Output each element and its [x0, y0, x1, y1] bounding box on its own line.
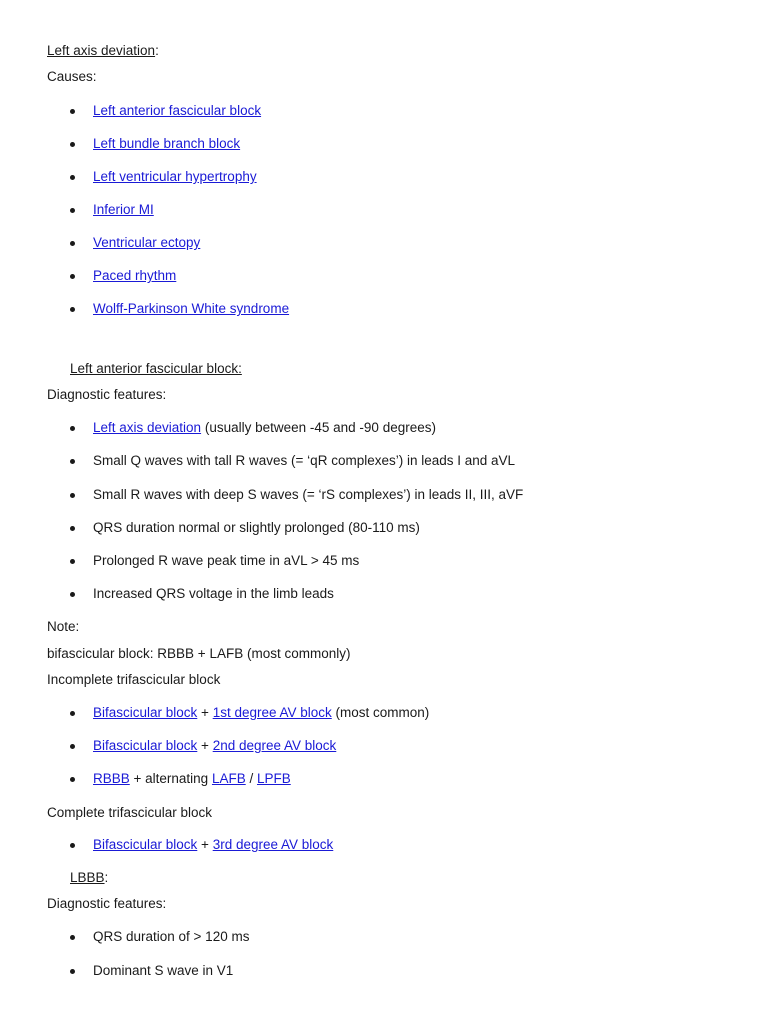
plus-text: + [197, 837, 213, 852]
feature-text: QRS duration of > 120 ms [93, 929, 250, 944]
link-3rd-degree-av-block[interactable]: 3rd degree AV block [212, 837, 334, 852]
bullet-icon [70, 274, 75, 279]
bullet-icon [70, 493, 75, 498]
bullet-icon [70, 777, 75, 782]
link-1st-degree-av-block[interactable]: 1st degree AV block [212, 705, 332, 720]
feature-text: Prolonged R wave peak time in aVL > 45 ms [93, 553, 360, 568]
complete-trifascicular-label: Complete trifascicular block [47, 805, 213, 820]
link-ventricular-ectopy[interactable]: Ventricular ectopy [93, 235, 201, 250]
lafb-heading: Left anterior fascicular block: [70, 361, 242, 376]
link-bifascicular-block[interactable]: Bifascicular block [93, 837, 198, 852]
bullet-icon [70, 142, 75, 147]
bullet-icon [70, 559, 75, 564]
link-left-ventricular-hypertrophy[interactable]: Left ventricular hypertrophy [93, 169, 257, 184]
link-rbbb[interactable]: RBBB [93, 771, 130, 786]
lbbb-features-label: Diagnostic features: [47, 896, 167, 911]
bullet-icon [70, 843, 75, 848]
bullet-icon [70, 526, 75, 531]
bullet-icon [70, 175, 75, 180]
note-label: Note: [47, 619, 80, 634]
link-wpw-syndrome[interactable]: Wolff-Parkinson White syndrome [93, 301, 290, 316]
feature-text: Small R waves with deep S waves (= ‘rS complexes’) in leads II, III, aVF [93, 487, 524, 502]
list-item-text [93, 738, 336, 754]
bullet-icon [70, 241, 75, 246]
bullet-icon [70, 109, 75, 114]
feature-text: Increased QRS voltage in the limb leads [93, 586, 334, 601]
bullet-icon [70, 935, 75, 940]
link-lpfb[interactable]: LPFB [256, 771, 291, 786]
bullet-icon [70, 711, 75, 716]
bullet-icon [70, 208, 75, 213]
list-item-text [93, 771, 291, 787]
bullet-icon [70, 426, 75, 431]
lbbb-heading [70, 870, 108, 886]
suffix-text: (most common) [331, 705, 430, 720]
list-item-text [93, 420, 436, 436]
plus-text: + [197, 738, 213, 753]
lbbb-heading-text: LBBB [70, 870, 105, 885]
incomplete-trifascicular-label: Incomplete trifascicular block [47, 672, 221, 687]
link-bifascicular-block[interactable]: Bifascicular block [93, 738, 198, 753]
bullet-icon [70, 307, 75, 312]
feature-text: Dominant S wave in V1 [93, 963, 234, 978]
lbbb-heading-colon: : [104, 870, 109, 885]
bullet-icon [70, 592, 75, 597]
link-lafb[interactable]: LAFB [211, 771, 246, 786]
lad-heading [47, 43, 159, 59]
link-bifascicular-block[interactable]: Bifascicular block [93, 705, 198, 720]
bullet-icon [70, 459, 75, 464]
slash-text: / [245, 771, 257, 786]
lafb-features-label: Diagnostic features: [47, 387, 167, 402]
plus-text: + [197, 705, 213, 720]
link-left-anterior-fascicular-block[interactable]: Left anterior fascicular block [93, 103, 262, 118]
link-inferior-mi[interactable]: Inferior MI [93, 202, 154, 217]
bifascicular-text: bifascicular block: RBBB + LAFB (most commonly) [47, 646, 351, 661]
lad-causes-label: Causes: [47, 69, 97, 84]
bullet-icon [70, 969, 75, 974]
mid-text: + alternating [129, 771, 212, 786]
link-left-bundle-branch-block[interactable]: Left bundle branch block [93, 136, 241, 151]
bullet-icon [70, 744, 75, 749]
list-item-text [93, 837, 333, 853]
lad-heading-colon: : [155, 43, 159, 58]
feature-text: Small Q waves with tall R waves (= ‘qR complexes’) in leads I and aVL [93, 453, 516, 468]
feature-text: (usually between -45 and -90 degrees) [201, 420, 436, 435]
link-left-axis-deviation[interactable]: Left axis deviation [93, 420, 202, 435]
link-2nd-degree-av-block[interactable]: 2nd degree AV block [212, 738, 337, 753]
list-item-text [93, 705, 429, 721]
link-paced-rhythm[interactable]: Paced rhythm [93, 268, 177, 283]
feature-text: QRS duration normal or slightly prolonged (80-110 ms) [93, 520, 420, 535]
lad-heading-text: Left axis deviation [47, 43, 156, 58]
